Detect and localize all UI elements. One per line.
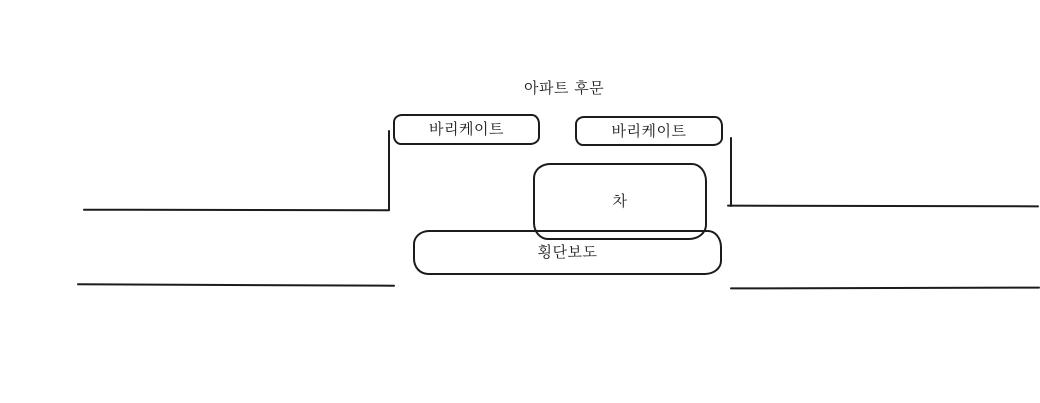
left-upper-curb-line [83,209,390,212]
apartment-back-gate-title: 아파트 후문 [524,79,605,97]
crosswalk-box [413,230,722,275]
crosswalk-label: 횡단보도 [537,243,598,261]
car-label: 차 [612,192,628,210]
left-gate-wall-line [388,130,390,211]
barricade-left-box [393,114,540,145]
car-box [533,163,707,240]
barricade-right-box [575,116,723,146]
right-lower-curb-line [730,287,1040,290]
barricade-left-label: 바리케이트 [429,120,504,138]
right-upper-curb-line [727,205,1039,208]
left-lower-curb-line [77,283,395,287]
right-gate-wall-line [730,137,732,207]
barricade-right-label: 바리케이트 [611,121,687,140]
